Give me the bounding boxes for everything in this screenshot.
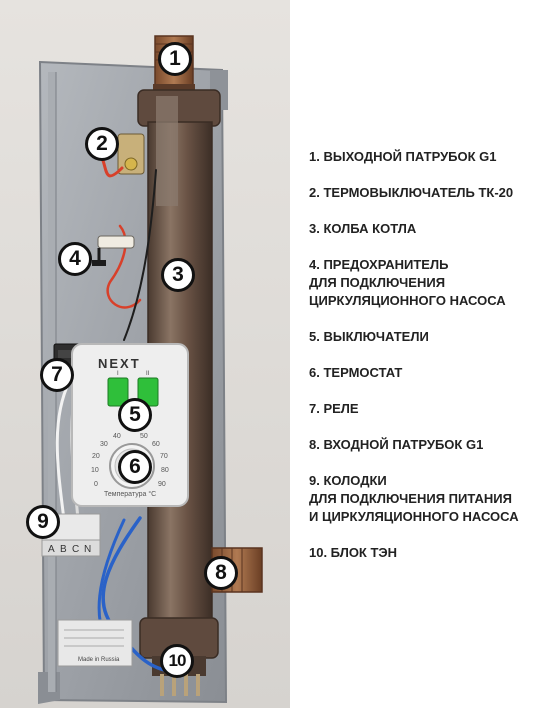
rating-plate (58, 620, 132, 666)
dial-tick-80: 80 (161, 467, 169, 474)
terminal-letter-a: A (48, 544, 55, 555)
terminal-letter-n: N (84, 544, 92, 555)
marker-7: 7 (40, 358, 74, 392)
marker-10: 10 (160, 644, 194, 678)
legend-item-8: 8. ВХОДНОЙ ПАТРУБОК G1 (309, 437, 484, 452)
terminal-letter-c: C (72, 544, 80, 555)
marker-8: 8 (204, 556, 238, 590)
legend-item-2: 2. ТЕРМОВЫКЛЮЧАТЕЛЬ ТК-20 (309, 185, 514, 200)
legend-item-10: 10. БЛОК ТЭН (309, 545, 398, 560)
dial-tick-70: 70 (160, 453, 168, 460)
marker-4: 4 (58, 242, 92, 276)
dial-tick-50: 50 (140, 433, 148, 440)
legend-item-1: 1. ВЫХОДНОЙ ПАТРУБОК G1 (309, 149, 497, 164)
legend-item-6: 6. ТЕРМОСТАТ (309, 365, 403, 380)
terminal-letter-b: B (60, 544, 67, 555)
marker-1: 1 (158, 42, 192, 76)
dial-tick-90: 90 (158, 481, 166, 488)
legend-item-7: 7. РЕЛЕ (309, 401, 359, 416)
legend-item-9: 9. КОЛОДКИ ДЛЯ ПОДКЛЮЧЕНИЯ ПИТАНИЯ И ЦИРКУЛЯЦИОННОГО НАСОСА (309, 473, 519, 524)
marker-6: 6 (118, 450, 152, 484)
dial-tick-40: 40 (113, 433, 121, 440)
dial-tick-0: 0 (94, 481, 98, 488)
switch-mark-1: I (117, 371, 119, 377)
plate-text: Made in Russia (78, 657, 120, 663)
marker-9: 9 (26, 505, 60, 539)
legend-item-3: 3. КОЛБА КОТЛА (309, 221, 417, 236)
dial-caption: Температура °С (104, 491, 157, 498)
marker-2: 2 (85, 127, 119, 161)
marker-3: 3 (161, 258, 195, 292)
legend-item-4: 4. ПРЕДОХРАНИТЕЛЬ ДЛЯ ПОДКЛЮЧЕНИЯ ЦИРКУЛЯЦИОННОГО НАСОСА (309, 257, 506, 308)
switch-mark-2: II (146, 371, 150, 377)
dial-tick-60: 60 (152, 441, 160, 448)
dial-tick-30: 30 (100, 441, 108, 448)
dial-tick-20: 20 (92, 453, 100, 460)
panel-brand: NEXT (98, 356, 141, 371)
legend-item-5: 5. ВЫКЛЮЧАТЕЛИ (309, 329, 429, 344)
marker-5: 5 (118, 398, 152, 432)
dial-tick-10: 10 (91, 467, 99, 474)
